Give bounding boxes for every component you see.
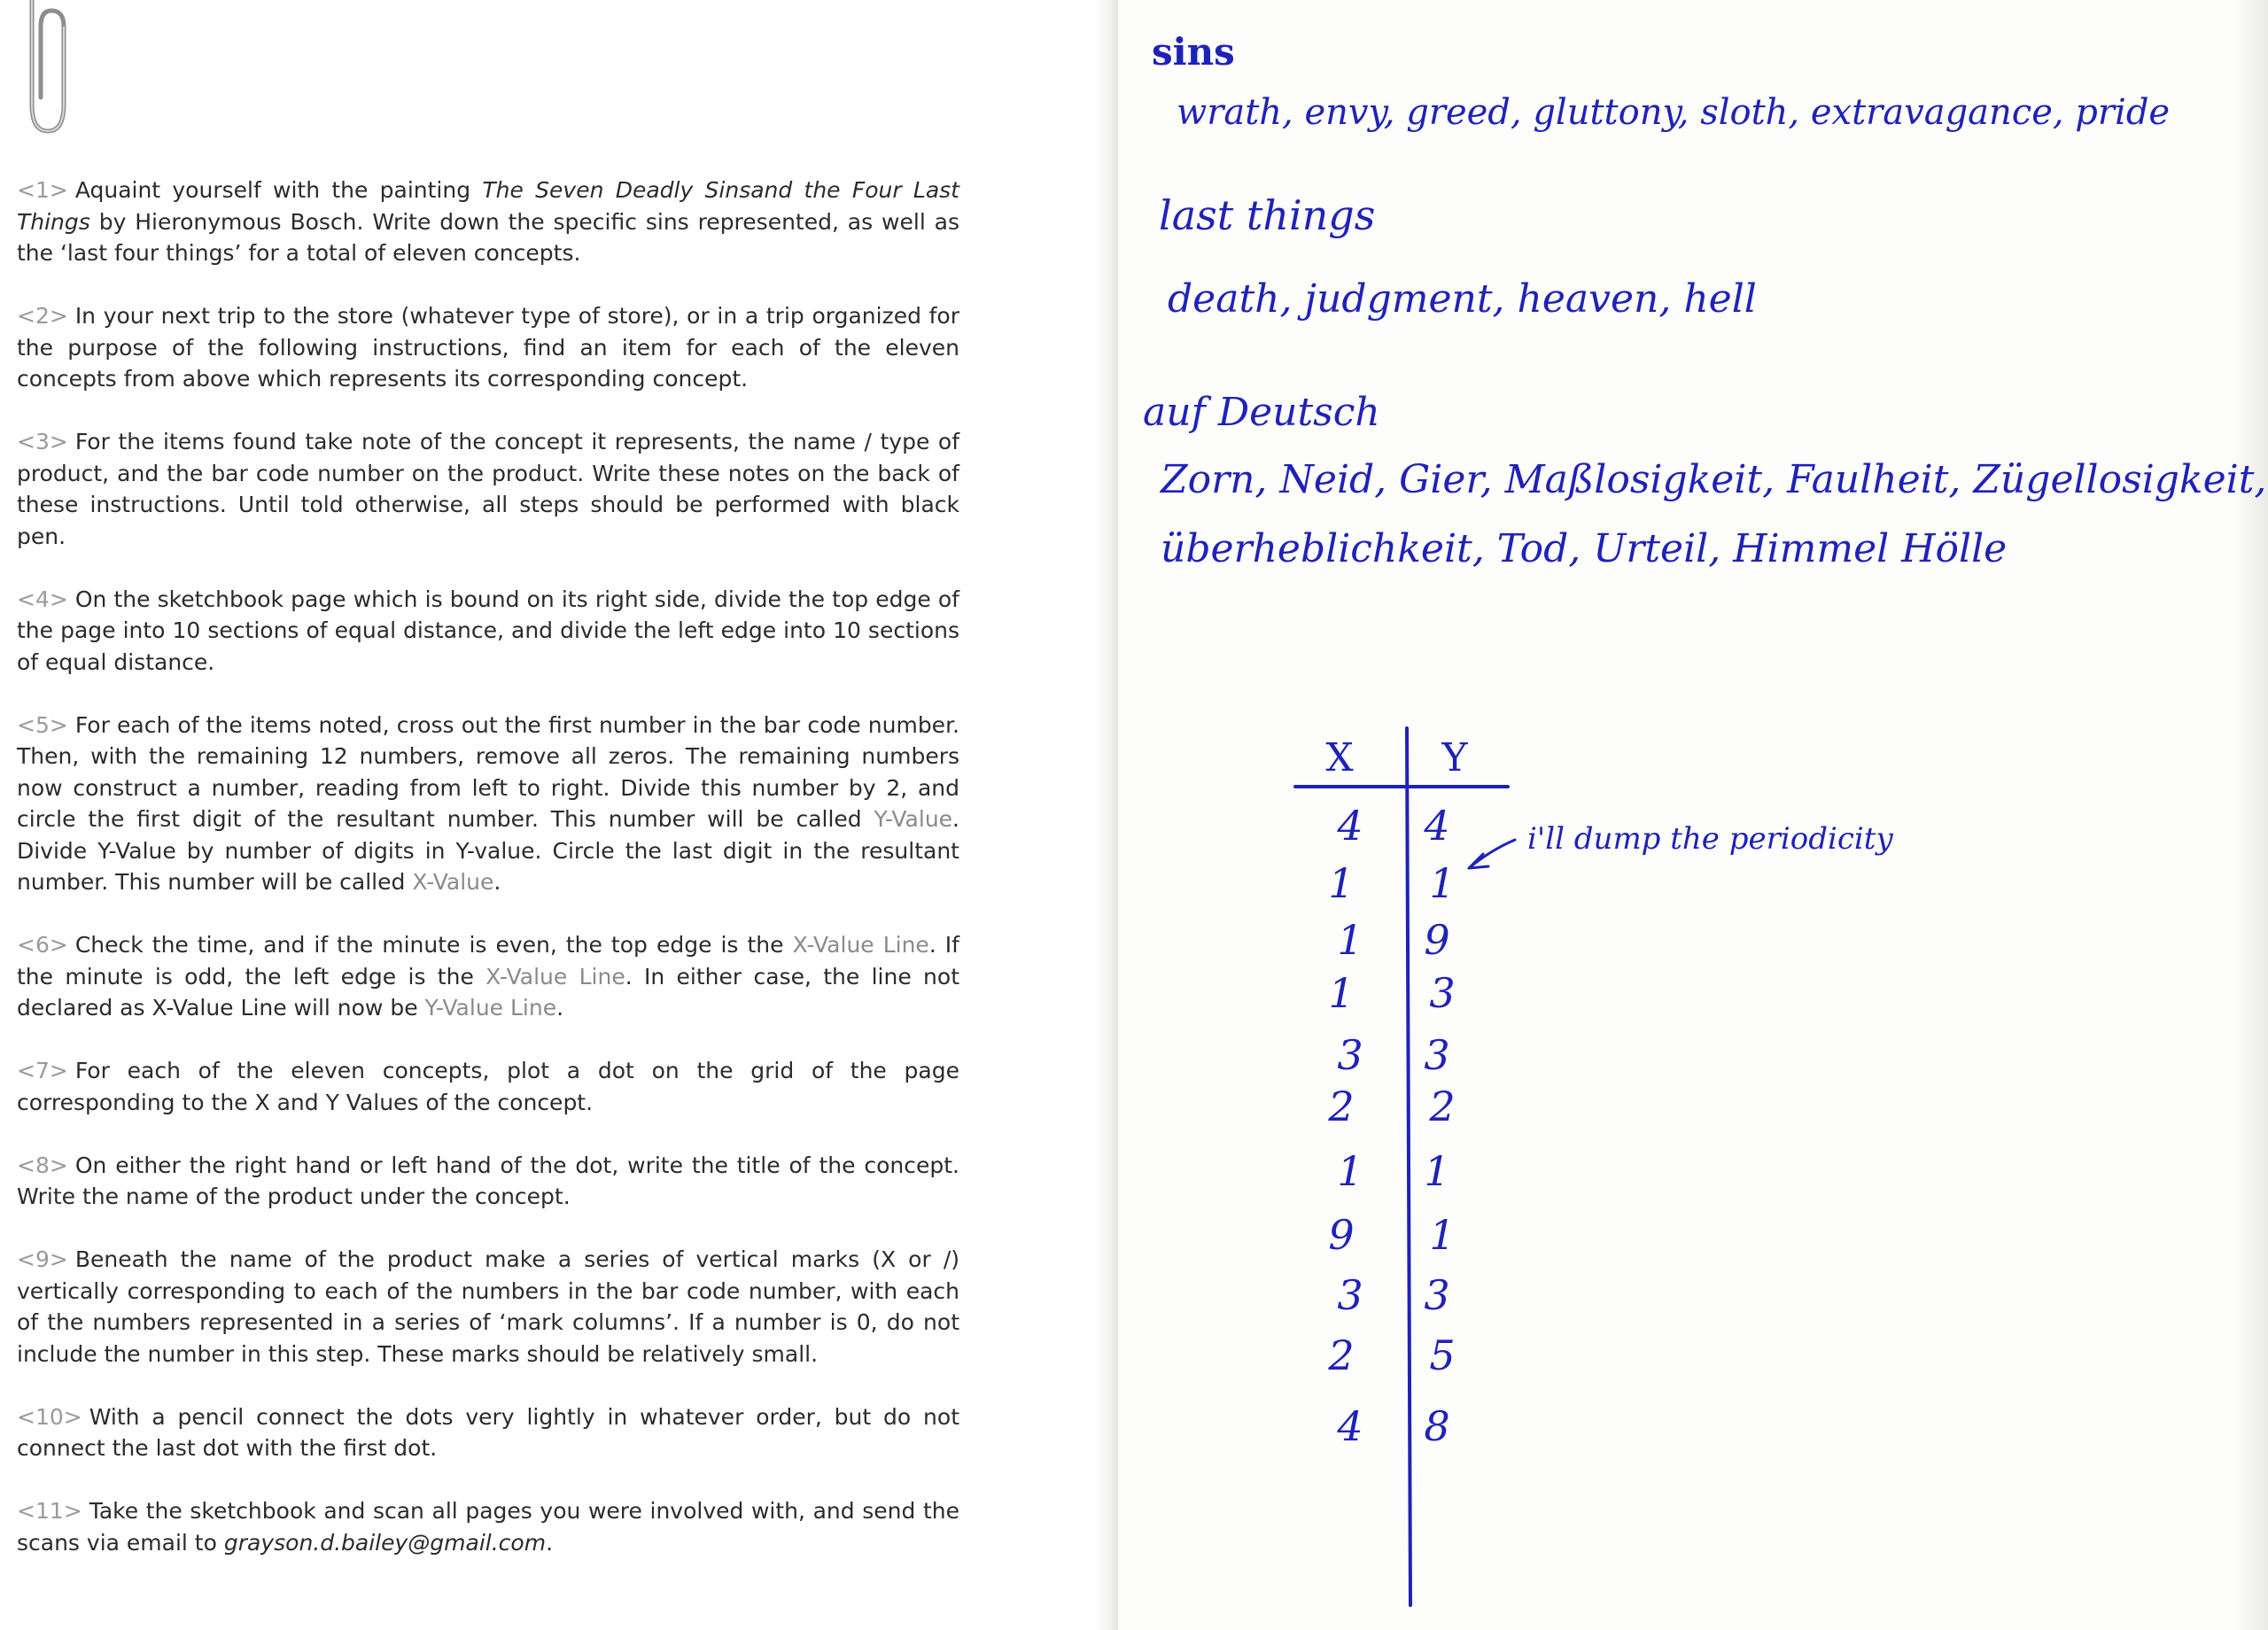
highlighted-term: Y-Value	[874, 806, 953, 832]
step-text: Beneath the name of the product make a series of vertical marks (X or /) vertically corresponding to each of the numbers in the bar code number, with each of the numbers represented in a series of ‘mark columns’. If a number is 0, do not include the number in this step. These marks should be relatively small.	[17, 1246, 959, 1367]
table-y-value: 3	[1424, 1031, 1450, 1079]
highlighted-term: Y-Value Line	[424, 995, 557, 1021]
step-text: With a pencil connect the dots very lightly in whatever order, but do not connect the last dot with the first dot.	[17, 1403, 959, 1461]
table-y-value: 1	[1429, 1211, 1456, 1259]
step-text: by Hieronymous Bosch. Write down the specific sins represented, as well as the ‘last four things’ for a total of eleven concepts.	[17, 208, 959, 266]
step-text: On the sketchbook page which is bound on its right side, divide the top edge of the page into 10 sections of equal distance, and divide the left edge into 10 sections of equal distance.	[17, 586, 959, 675]
table-y-value: 1	[1429, 859, 1456, 907]
step-text: Aquaint yourself with the painting	[74, 177, 483, 203]
step-text: . If the minute is odd, the left edge is the	[17, 932, 959, 990]
step-text: . Divide Y-Value by number of digits in Y-value. Circle the last digit in the resultant number. This number will be called	[17, 806, 959, 895]
instruction-step	[17, 1401, 959, 1464]
table-y-value: 4	[1424, 802, 1450, 850]
instruction-step	[17, 929, 959, 1024]
table-y-value: 2	[1429, 1083, 1456, 1130]
step-text: .	[493, 869, 501, 895]
table-x-value: 3	[1337, 1031, 1363, 1079]
right-page-handwritten-notes	[1118, 0, 2268, 1630]
step-text: For each of the items noted, cross out the first number in the bar code number. Then, with the remaining 12 numbers, remove all zeros. The remaining numbers now construct a number, reading from left to right. Divide this number by 2, and circle the first digit of the resultant number. This number will be called	[17, 711, 959, 832]
table-y-value: 5	[1429, 1331, 1456, 1379]
instruction-steps	[17, 175, 959, 1558]
xy-value-table	[1118, 0, 2268, 1630]
step-text: Check the time, and if the minute is even, the top edge is the	[74, 932, 793, 958]
annotation-arrow	[1469, 840, 1515, 868]
step-number: <11>	[17, 1498, 82, 1524]
step-text: For the items found take note of the concept it represents, the name / type of product, and the bar code number on the product. Write these notes on the back of these instructions. Until told otherwise, all steps should be performed with black pen.	[17, 429, 959, 549]
instruction-step	[17, 300, 959, 395]
step-text: Take the sketchbook and scan all pages you were involved with, and send the scans via email to	[17, 1498, 959, 1556]
instruction-step	[17, 175, 959, 269]
last-things-list: death, judgment, heaven, hell	[1168, 276, 1757, 322]
table-y-value: 9	[1424, 916, 1450, 964]
step-number: <8>	[17, 1152, 68, 1178]
german-list-line-2: überheblichkeit, Tod, Urteil, Himmel Hölle	[1161, 526, 2008, 571]
step-number: <4>	[17, 586, 68, 612]
instruction-step	[17, 1495, 959, 1558]
table-x-value: 9	[1328, 1211, 1355, 1259]
highlighted-term: X-Value Line	[485, 963, 625, 990]
paperclip-icon	[12, 0, 74, 142]
italic-text: The Seven Deadly Sinsand the Four Last Things	[17, 177, 959, 235]
step-number: <3>	[17, 429, 68, 454]
periodicity-note: i'll dump the periodicity	[1527, 821, 1893, 857]
y-column-header: Y	[1441, 735, 1468, 780]
step-number: <10>	[17, 1403, 82, 1430]
step-text: . In either case, the line not declared as X-Value Line will now be	[17, 963, 960, 1021]
sins-list: wrath, envy, greed, gluttony, sloth, extravagance, pride	[1177, 92, 2171, 133]
sins-heading: sins	[1152, 30, 1235, 74]
left-page-instructions	[0, 0, 1095, 1630]
x-column-header: X	[1325, 735, 1354, 780]
german-list-line-1: Zorn, Neid, Gier, Maßlosigkeit, Faulheit, Zügellosigkeit,	[1161, 457, 2267, 502]
table-y-value: 3	[1424, 1271, 1450, 1319]
step-number: <6>	[17, 932, 68, 958]
table-x-value: 2	[1328, 1331, 1355, 1379]
step-number: <2>	[17, 303, 68, 329]
table-x-value: 1	[1337, 1147, 1363, 1195]
instruction-step	[17, 584, 959, 679]
step-number: <7>	[17, 1058, 68, 1083]
table-y-value: 8	[1424, 1402, 1450, 1450]
table-x-value: 1	[1337, 916, 1363, 964]
table-x-value: 4	[1337, 1402, 1363, 1450]
highlighted-term: X-Value Line	[792, 932, 929, 958]
table-rows	[1327, 802, 1455, 1450]
table-column-divider	[1407, 728, 1410, 1605]
table-x-value: 1	[1328, 859, 1355, 907]
table-x-value: 1	[1328, 969, 1355, 1017]
instruction-step	[17, 710, 959, 898]
last-things-heading: last things	[1159, 191, 1376, 239]
step-text: On either the right hand or left hand of the dot, write the title of the concept. Write the name of the product under the concept.	[17, 1152, 959, 1209]
step-text: .	[556, 995, 564, 1021]
step-number: <5>	[17, 711, 68, 738]
table-x-value: 2	[1328, 1083, 1355, 1130]
step-text: In your next trip to the store (whatever type of store), or in a trip organized for the purpose of the following instructions, find an item for each of the eleven concepts from above which represents its corresponding concept.	[17, 303, 959, 392]
table-x-value: 3	[1337, 1271, 1363, 1319]
table-y-value: 3	[1429, 969, 1456, 1017]
instruction-step	[17, 1244, 959, 1370]
step-text: For each of the eleven concepts, plot a dot on the grid of the page corresponding to the X and Y Values of the concept.	[17, 1058, 959, 1115]
german-heading: auf Deutsch	[1143, 390, 1380, 435]
table-x-value: 4	[1337, 802, 1363, 850]
step-number: <9>	[17, 1246, 68, 1272]
table-y-value: 1	[1424, 1147, 1450, 1195]
italic-text: grayson.d.bailey@gmail.com	[223, 1529, 547, 1556]
step-text: .	[546, 1529, 554, 1556]
instruction-step	[17, 1150, 959, 1213]
instruction-step	[17, 1055, 959, 1118]
step-number: <1>	[17, 177, 68, 203]
highlighted-term: X-Value	[412, 869, 494, 895]
instruction-step	[17, 426, 959, 552]
